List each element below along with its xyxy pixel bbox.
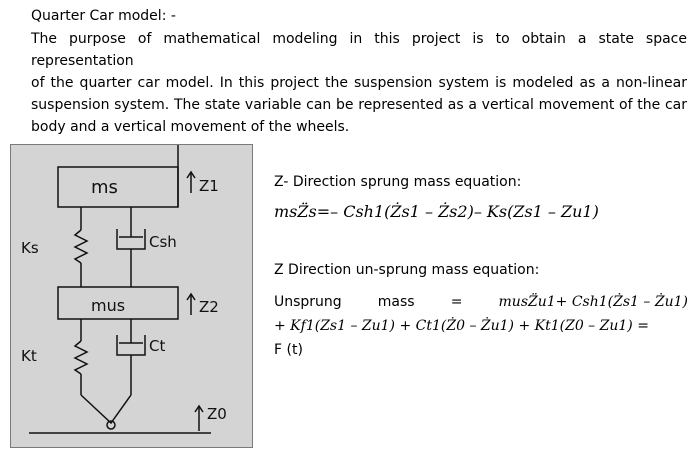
sprung-mass-box <box>58 167 178 207</box>
label-z1: Z1 <box>199 177 219 195</box>
label-ms: ms <box>91 177 118 198</box>
mass-word: mass <box>377 294 415 310</box>
sprung-equation: msZ̈s=– Csh1(Żs1 – Żs2)– Ks(Zs1 – Zu1) <box>274 202 599 221</box>
label-z2: Z2 <box>199 298 219 316</box>
quarter-car-diagram <box>10 144 253 448</box>
section-heading: Quarter Car model: - <box>31 8 176 24</box>
unsprung-word: Unsprung <box>274 294 342 310</box>
equals-sign: = <box>450 294 463 310</box>
unsprung-equation-line <box>274 290 688 314</box>
paragraph-line: of the quarter car model. In this project the suspension system is modeled as a non-linear <box>31 75 687 91</box>
quarter-car-sketch <box>11 145 254 449</box>
label-z0: Z0 <box>207 405 227 423</box>
label-ct: Ct <box>149 337 166 355</box>
sprung-equation-title: Z- Direction sprung mass equation: <box>274 174 522 190</box>
unsprung-equation-title: Z Direction un-sprung mass equation: <box>274 262 540 278</box>
label-csh: Csh <box>149 233 177 251</box>
label-ks: Ks <box>21 239 39 257</box>
spring-kt <box>75 341 87 374</box>
paragraph-line: The purpose of mathematical modeling in this project is to obtain a state space representation <box>31 31 687 69</box>
spring-ks <box>75 230 87 263</box>
unsprung-math-line1: musZ̈u1+ Csh1(Żs1 – Żu1) <box>498 294 688 310</box>
unsprung-equation <box>274 290 688 362</box>
unsprung-equation-line: + Kf1(Zs1 – Zu1) + Ct1(Ż0 – Żu1) + Kt1(Z0 – Zu1) = <box>274 318 649 334</box>
paragraph-line: body and a vertical movement of the wheels. <box>31 119 350 135</box>
label-mus: mus <box>91 296 126 315</box>
label-kt: Kt <box>21 347 37 365</box>
intro-paragraph <box>31 28 687 138</box>
paragraph-line: suspension system. The state variable can be represented as a vertical movement of the car <box>31 97 687 113</box>
unsprung-equation-line: F (t) <box>274 342 303 358</box>
